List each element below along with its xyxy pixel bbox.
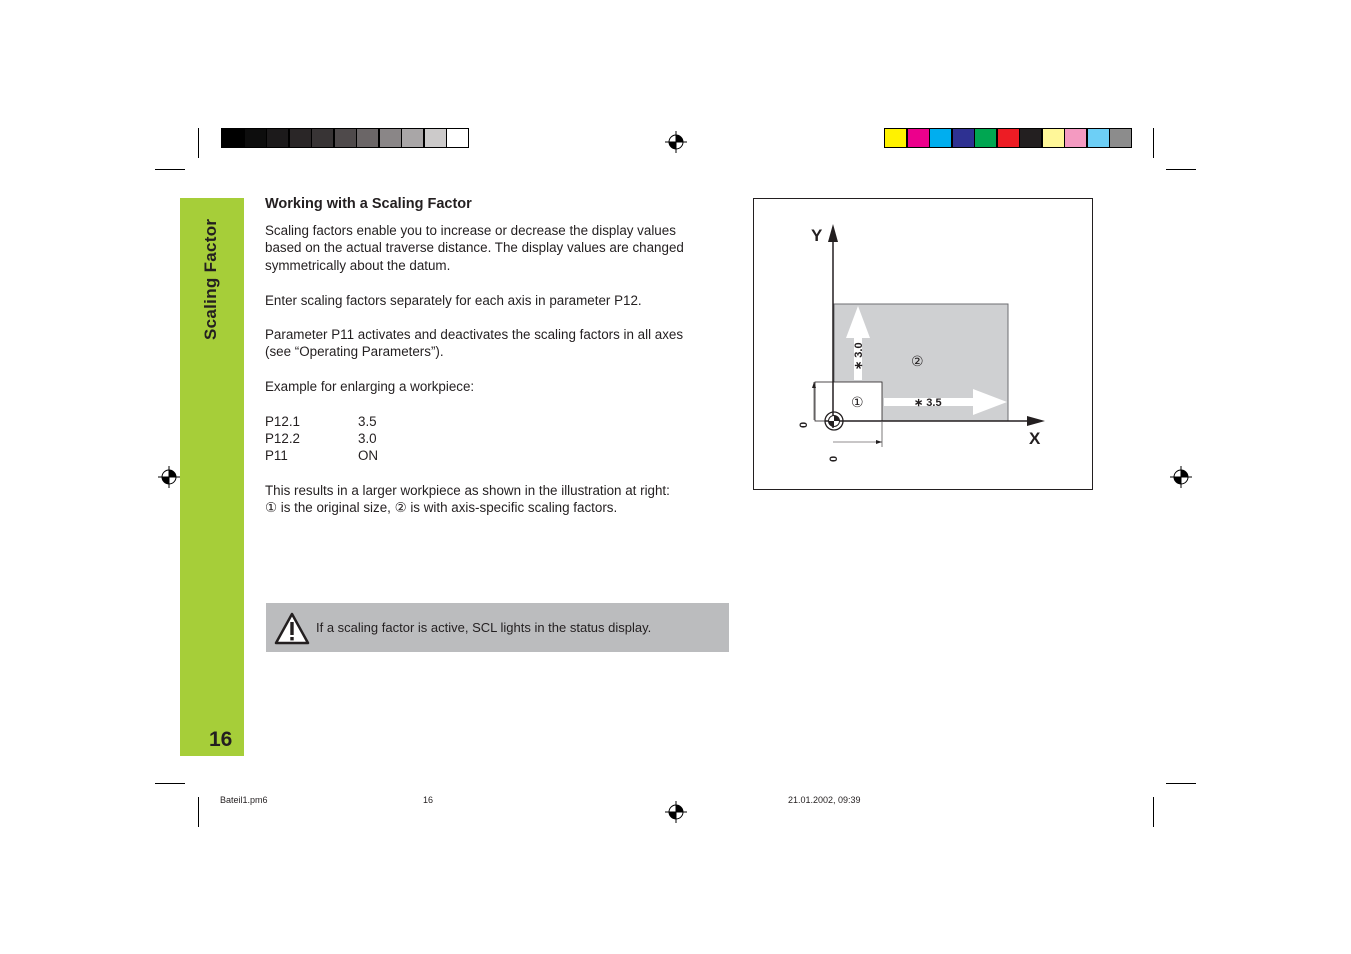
section-title-text: Scaling Factor bbox=[201, 218, 220, 340]
factor-label-y: ∗ 3.0 bbox=[853, 342, 865, 370]
text-line: ① is the original size, ② is with axis-specific scaling factors. bbox=[265, 500, 618, 516]
page-number: 16 bbox=[209, 728, 233, 751]
scaling-illustration bbox=[753, 198, 1093, 490]
text-line: Enter scaling factors separately for each axis in parameter P12. bbox=[265, 293, 642, 308]
color-swatch bbox=[446, 128, 469, 148]
axis-label-y: Y bbox=[811, 226, 823, 245]
footer-datetime: 21.01.2002, 09:39 bbox=[788, 795, 861, 805]
activation-paragraph bbox=[265, 326, 735, 361]
color-swatch bbox=[266, 128, 289, 148]
parameter-row bbox=[265, 414, 377, 429]
parameter-value: 3.5 bbox=[358, 414, 377, 429]
footer-file: Bateil1.pm6 bbox=[220, 795, 268, 805]
original-workpiece bbox=[815, 382, 882, 421]
text-line: Example for enlarging a workpiece: bbox=[265, 379, 475, 394]
color-swatch bbox=[952, 128, 975, 148]
crop-mark-tr-h bbox=[1166, 169, 1196, 170]
color-swatch bbox=[311, 128, 334, 148]
registration-mark-icon bbox=[665, 801, 687, 823]
crop-mark-tl-v bbox=[198, 128, 199, 158]
color-swatch bbox=[244, 128, 267, 148]
parameter-row bbox=[265, 448, 379, 463]
crop-mark-br-h bbox=[1166, 783, 1196, 784]
color-swatch bbox=[334, 128, 357, 148]
crop-mark-bl-h bbox=[155, 783, 185, 784]
zero-label-y: 0 bbox=[798, 421, 810, 428]
parameter-value: ON bbox=[358, 448, 379, 463]
factor-label-x: ∗ 3.5 bbox=[914, 397, 942, 409]
label-scaled: ② bbox=[911, 354, 924, 370]
color-swatch bbox=[424, 128, 447, 148]
text-line: symmetrically about the datum. bbox=[265, 257, 451, 273]
color-swatch bbox=[997, 128, 1020, 148]
color-swatch bbox=[1064, 128, 1087, 148]
color-swatch bbox=[1019, 128, 1042, 148]
color-swatch bbox=[401, 128, 424, 148]
parameter-name: P12.2 bbox=[265, 431, 300, 446]
warning-note bbox=[266, 603, 729, 652]
parameter-name: P12.1 bbox=[265, 414, 300, 429]
crop-mark-br-v bbox=[1153, 797, 1154, 827]
page-heading: Working with a Scaling Factor bbox=[265, 196, 472, 212]
registration-mark-icon bbox=[158, 466, 180, 488]
crop-mark-tr-v bbox=[1153, 128, 1154, 158]
parameter-paragraph bbox=[265, 292, 735, 309]
color-swatch bbox=[1042, 128, 1065, 148]
result-paragraph bbox=[265, 482, 735, 517]
color-swatch bbox=[356, 128, 379, 148]
color-swatch bbox=[929, 128, 952, 148]
text-line: (see “Operating Parameters”). bbox=[265, 344, 444, 360]
color-swatch bbox=[221, 128, 244, 148]
zero-label-x: 0 bbox=[828, 455, 840, 462]
text-line: Parameter P11 activates and deactivates the scaling factors in all axes bbox=[265, 327, 684, 342]
section-title bbox=[198, 198, 228, 348]
registration-mark-icon bbox=[1170, 466, 1192, 488]
crop-mark-tl-h bbox=[155, 169, 185, 170]
example-paragraph bbox=[265, 378, 735, 395]
color-swatch bbox=[974, 128, 997, 148]
color-swatch bbox=[907, 128, 930, 148]
crop-mark-bl-v bbox=[198, 797, 199, 827]
text-line: Scaling factors enable you to increase or decrease the display values bbox=[265, 223, 676, 238]
footer-page: 16 bbox=[423, 795, 434, 805]
text-line: This results in a larger workpiece as shown in the illustration at right: bbox=[265, 483, 670, 498]
color-swatch bbox=[1087, 128, 1110, 148]
note-text: If a scaling factor is active, SCL lights in the status display. bbox=[316, 620, 652, 635]
text-line: based on the actual traverse distance. The display values are changed bbox=[265, 240, 684, 256]
warning-triangle-icon bbox=[274, 612, 310, 645]
parameter-name: P11 bbox=[265, 448, 288, 463]
registration-mark-icon bbox=[665, 131, 687, 153]
axis-label-x: X bbox=[1029, 429, 1041, 448]
color-swatch bbox=[289, 128, 312, 148]
parameter-value: 3.0 bbox=[358, 431, 377, 446]
parameter-row bbox=[265, 431, 377, 446]
color-swatch bbox=[884, 128, 907, 148]
color-swatch bbox=[379, 128, 402, 148]
intro-paragraph bbox=[265, 222, 735, 274]
label-original: ① bbox=[851, 395, 864, 411]
color-swatch bbox=[1109, 128, 1132, 148]
